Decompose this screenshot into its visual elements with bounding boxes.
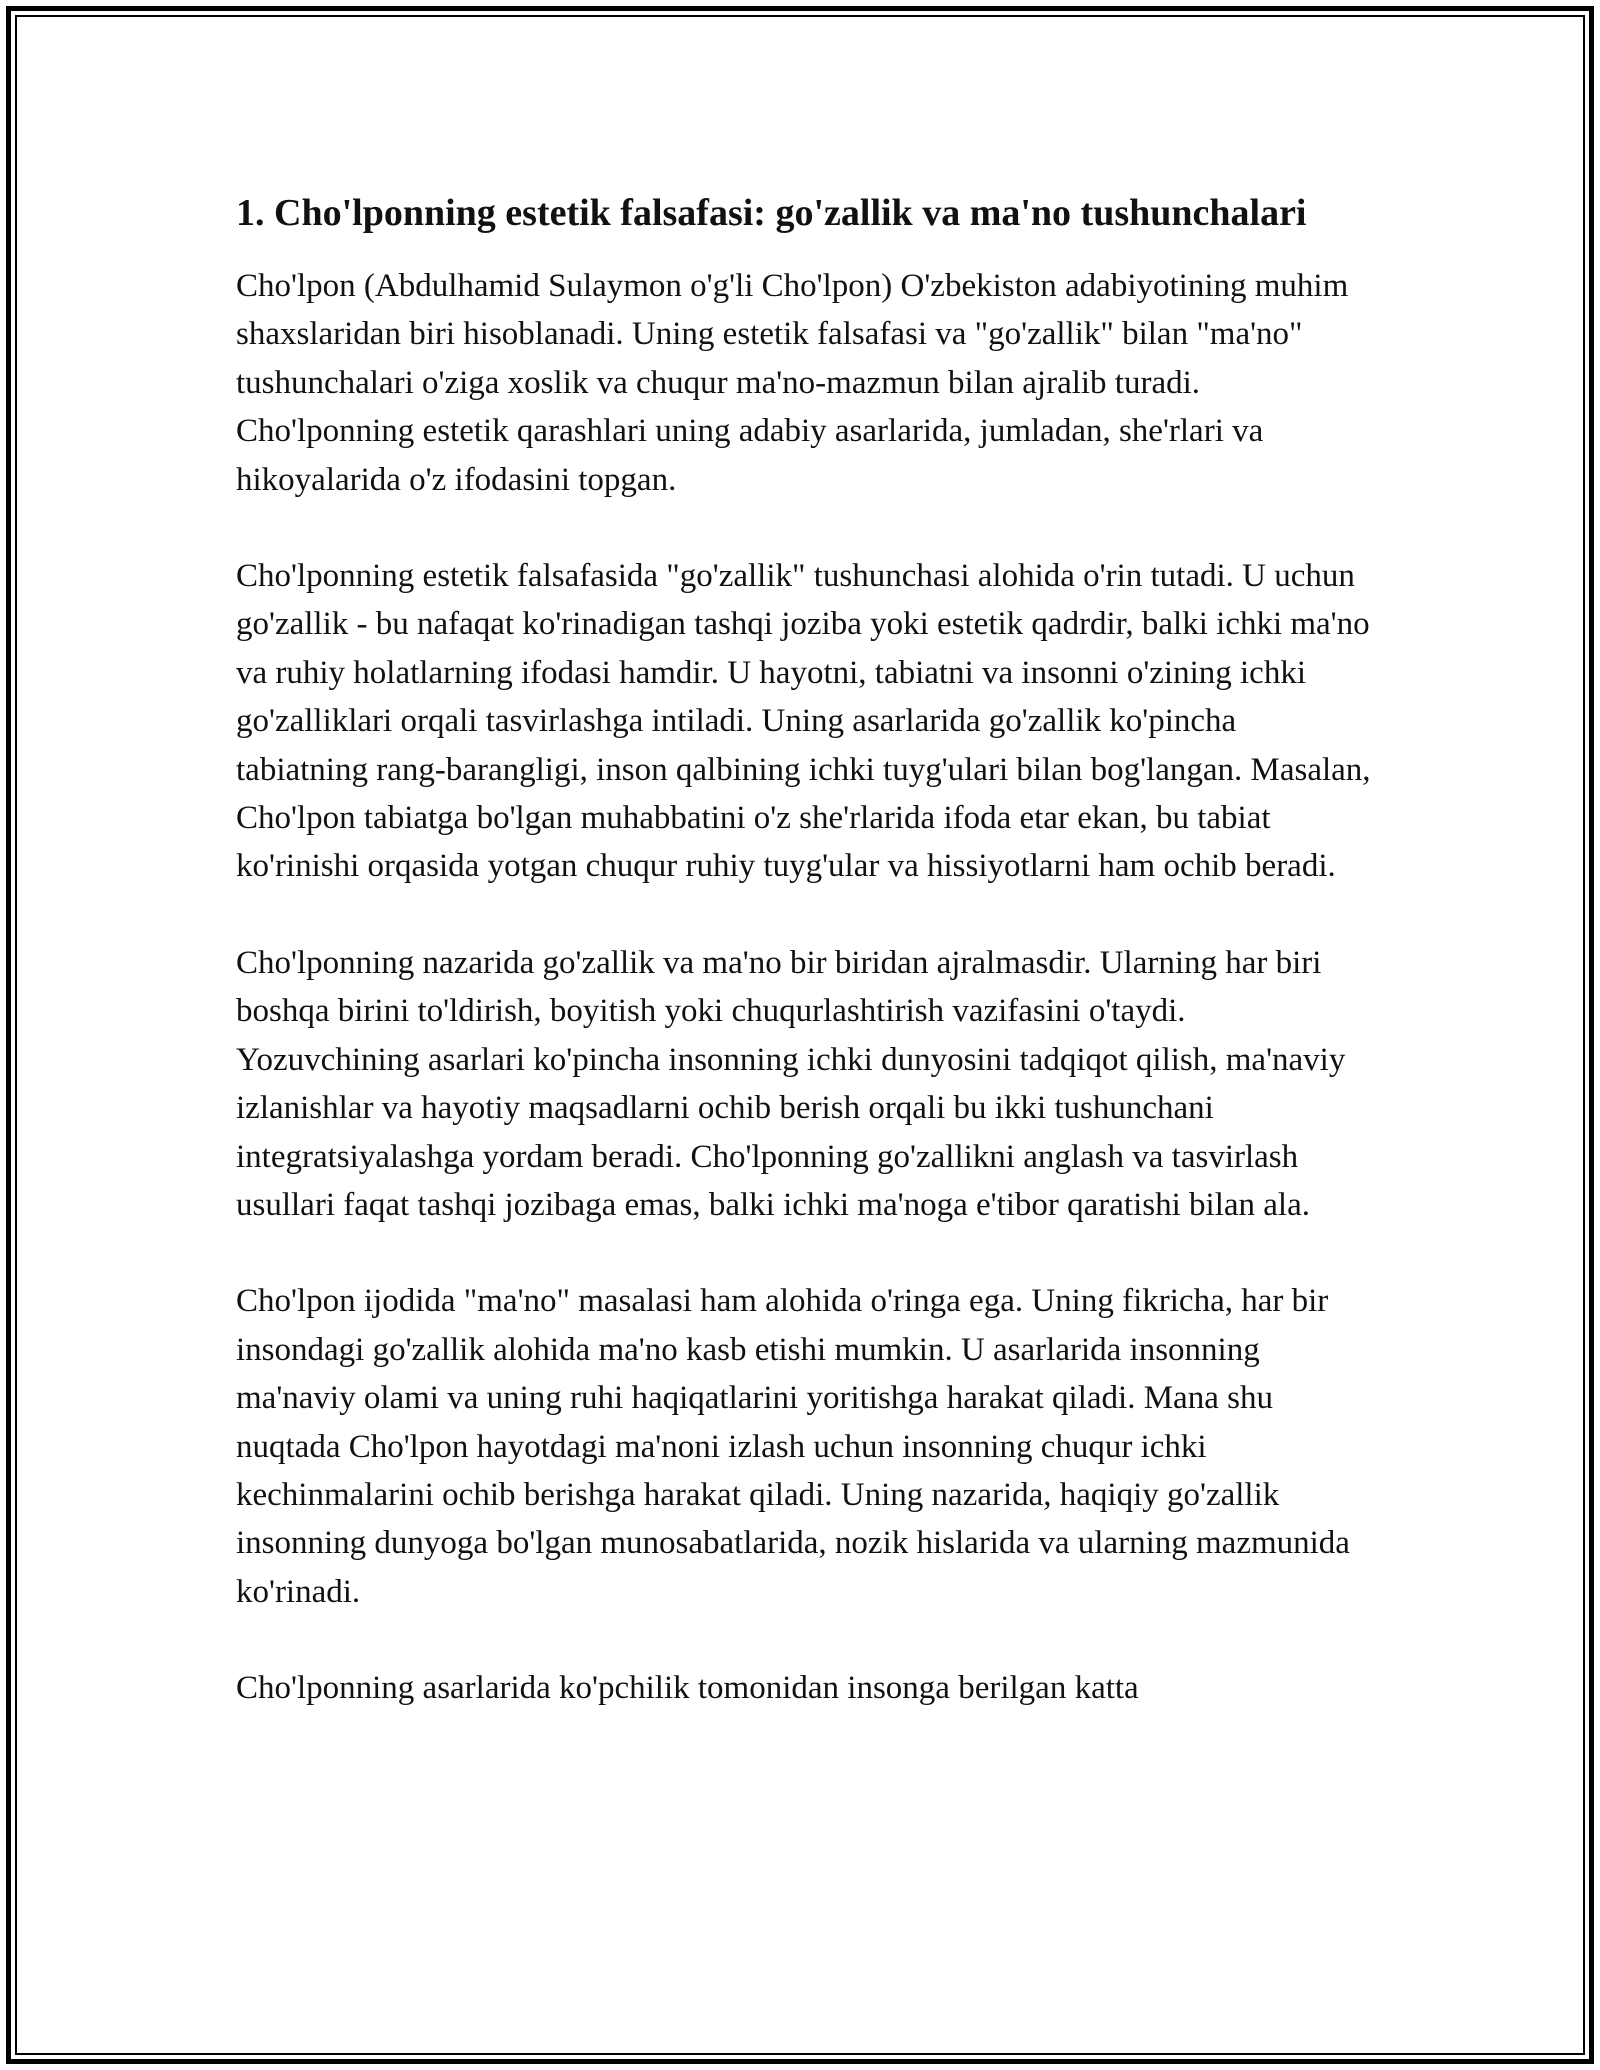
paragraph-5: Cho'lponning asarlarida ko'pchilik tomonidan insonga berilgan katta — [236, 1670, 1139, 1707]
paragraph-1: Cho'lpon (Abdulhamid Sulaymon o'g'li Cho'lpon) O'zbekiston adabiyotining muhim shaxslaridan biri hisoblanadi. Uning estetik falsafasi va "go'zallik" bilan "ma'no" tushunchalari o'ziga xoslik va chuqur ma'no-mazmun bilan ajralib turadi. Cho'lponning estetik qarashlari uning adabiy asarlarida, jumladan, she'rlari va hikoyalarida o'z ifodasini topgan. — [236, 268, 1349, 498]
paragraph-4: Cho'lpon ijodida "ma'no" masalasi ham alohida o'ringa ega. Uning fikricha, har bir insondagi go'zallik alohida ma'no kasb etishi mumkin. U asarlarida insonning ma'naviy olami va uning ruhi haqiqatlarini yoritishga harakat qiladi. Mana shu nuqtada Cho'lpon hayotdagi ma'noni izlash uchun insonning chuqur ichki kechinmalarini ochib berishga harakat qiladi. Uning nazarida, haqiqiy go'zallik insonning dunyoga bo'lgan munosabatlarida, nozik hislarida va ularning mazmunida ko'rinadi. — [236, 1283, 1350, 1610]
section-title: 1. Cho'lponning estetik falsafasi: go'zallik va ma'no tushunchalari — [236, 192, 1307, 234]
document-body — [236, 186, 1376, 1761]
paragraph-3: Cho'lponning nazarida go'zallik va ma'no bir biridan ajralmasdir. Ularning har biri boshqa birini to'ldirish, boyitish yoki chuqurlashtirish vazifasini o'taydi. Yozuvchining asarlari ko'pincha insonning ichki dunyosini tadqiqot qilish, ma'naviy izlanishlar va hayotiy maqsadlarni ochib berish orqali bu ikki tushunchani integratsiyalashga yordam beradi. Cho'lponning go'zallikni anglash va tasvirlash usullari faqat tashqi jozibaga emas, balki ichki ma'noga e'tibor qaratishi bilan ala. — [236, 944, 1346, 1223]
paragraph-2: Cho'lponning estetik falsafasida "go'zallik" tushunchasi alohida o'rin tutadi. U uchun go'zallik - bu nafaqat ko'rinadigan tashqi joziba yoki estetik qadrdir, balki ichki ma'no va ruhiy holatlarning ifodasi hamdir. U hayotni, tabiatni va insonni o'zining ichki go'zalliklari orqali tasvirlashga intiladi. Uning asarlarida go'zallik ko'pincha tabiatning rang-barangligi, inson qalbining ichki tuyg'ulari bilan bog'langan. Masalan, Cho'lpon tabiatga bo'lgan muhabbatini o'z she'rlarida ifoda etar ekan, bu tabiat ko'rinishi orqasida yotgan chuqur ruhiy tuyg'ular va hissiyotlarni ham ochib beradi. — [236, 558, 1371, 885]
